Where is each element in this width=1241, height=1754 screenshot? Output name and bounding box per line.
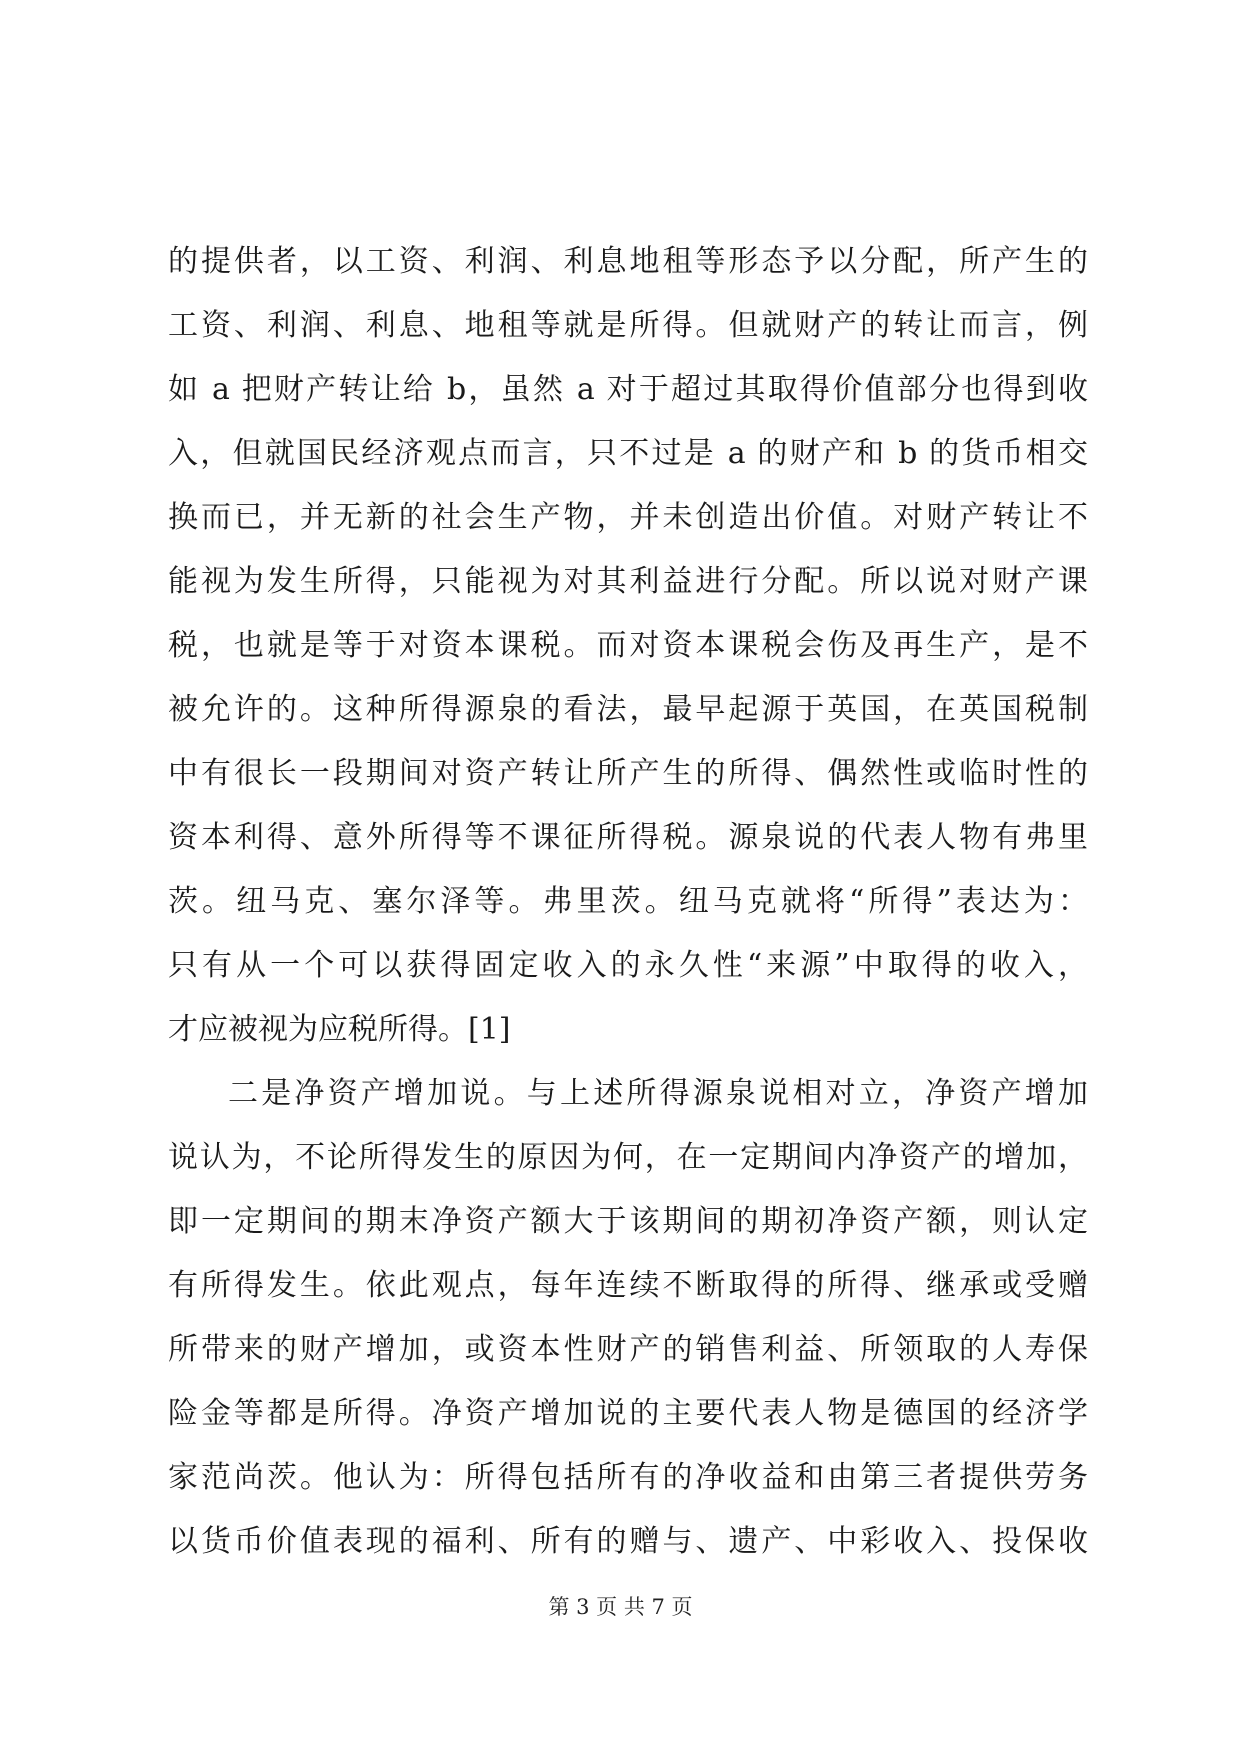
text-line: 茨。纽马克、塞尔泽等。弗里茨。纽马克就将“所得”表达为： — [168, 884, 1088, 919]
text-line: 家范尚茨。他认为：所得包括所有的净收益和由第三者提供劳务 — [168, 1460, 1088, 1495]
text-line: 资本利得、意外所得等不课征所得税。源泉说的代表人物有弗里 — [168, 820, 1088, 855]
text-line: 以货币价值表现的福利、所有的赠与、遗产、中彩收入、投保收 — [168, 1524, 1088, 1559]
text-line: 只有从一个可以获得固定收入的永久性“来源”中取得的收入， — [168, 948, 1088, 983]
text-line: 如 a 把财产转让给 b，虽然 a 对于超过其取得价值部分也得到收 — [168, 372, 1088, 407]
paragraph-first-line: 二是净资产增加说。与上述所得源泉说相对立，净资产增加 — [228, 1076, 1088, 1111]
text-line: 换而已，并无新的社会生产物，并未创造出价值。对财产转让不 — [168, 500, 1088, 535]
text-line: 说认为，不论所得发生的原因为何，在一定期间内净资产的增加， — [168, 1140, 1088, 1175]
text-line: 能视为发生所得，只能视为对其利益进行分配。所以说对财产课 — [168, 564, 1088, 599]
page-number-footer: 第 3 页 共 7 页 — [548, 1595, 693, 1619]
text-line: 的提供者，以工资、利润、利息地租等形态予以分配，所产生的 — [168, 244, 1088, 279]
text-line: 险金等都是所得。净资产增加说的主要代表人物是德国的经济学 — [168, 1396, 1088, 1431]
text-line: 被允许的。这种所得源泉的看法，最早起源于英国，在英国税制 — [168, 692, 1088, 727]
text-line: 即一定期间的期末净资产额大于该期间的期初净资产额，则认定 — [168, 1204, 1088, 1239]
text-line: 入，但就国民经济观点而言，只不过是 a 的财产和 b 的货币相交 — [168, 436, 1088, 471]
text-line: 才应被视为应税所得。[1] — [168, 1012, 511, 1047]
text-line: 中有很长一段期间对资产转让所产生的所得、偶然性或临时性的 — [168, 756, 1088, 791]
body-text — [168, 230, 1088, 1574]
text-line: 所带来的财产增加，或资本性财产的销售利益、所领取的人寿保 — [168, 1332, 1088, 1367]
text-line: 有所得发生。依此观点，每年连续不断取得的所得、继承或受赠 — [168, 1268, 1088, 1303]
text-line: 税，也就是等于对资本课税。而对资本课税会伤及再生产，是不 — [168, 628, 1088, 663]
text-line: 工资、利润、利息、地租等就是所得。但就财产的转让而言，例 — [168, 308, 1088, 343]
